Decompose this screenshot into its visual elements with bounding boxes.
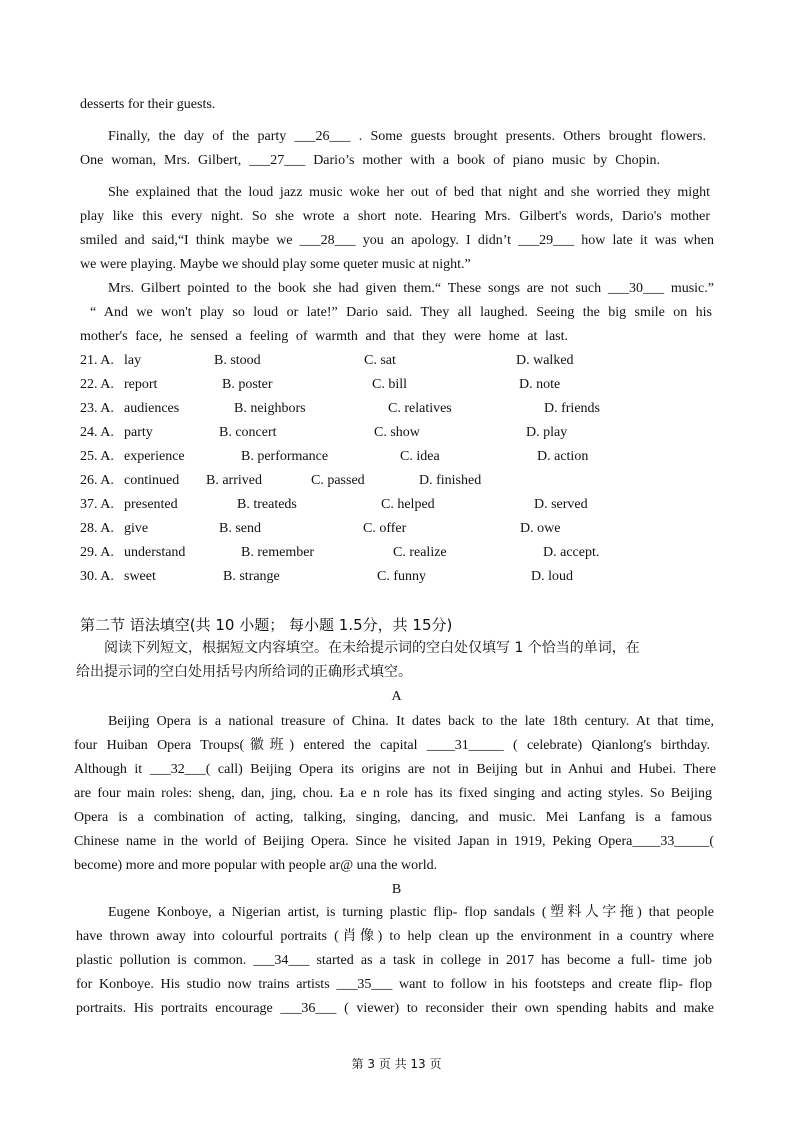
question-option: sweet [124,569,156,584]
question-option: C. idea [400,449,440,464]
question-option: B. concert [219,425,277,440]
question-option: B. poster [222,377,273,392]
question-option: presented [124,497,178,512]
question-option: report [124,377,158,392]
question-option: B. arrived [206,473,262,488]
passage-line: Chinese name in the world of Beijing Opera. Since he visited Japan in 1919, Peking Opera____33_____( [74,834,714,849]
question-option: B. send [219,521,261,536]
question-option: C. relatives [388,401,452,416]
question-number: 26. A. [80,473,114,488]
question-option: D. walked [516,353,574,368]
question-option: D. action [537,449,589,464]
question-option: experience [124,449,185,464]
question-option: continued [124,473,180,488]
question-number: 28. A. [80,521,114,536]
passage-line: four Huiban Opera Troups(徽班) entered the capital ____31_____ ( celebrate) Qianlong's birthday. [74,738,710,753]
question-option: C. offer [363,521,407,536]
passage-line: Opera is a combination of acting, talking, singing, dancing, and music. Mei Lanfang is a famous [74,810,712,825]
question-option: understand [124,545,186,560]
passage-line: Eugene Konboye, a Nigerian artist, is turning plastic flip- flop sandals (塑料人字拖) that people [108,905,714,920]
question-number: 29. A. [80,545,114,560]
passage-line: “ And we won't play so loud or late!” Dario said. They all laughed. Seeing the big smile on his [90,305,712,320]
question-option: C. realize [393,545,447,560]
question-option: C. bill [372,377,408,392]
question-option: D. note [519,377,561,392]
passage-line: for Konboye. His studio now trains artists ___35___ want to follow in his footsteps and create flip- flop [76,977,712,992]
question-number: 23. A. [80,401,114,416]
question-number: 22. A. [80,377,114,392]
question-option: D. friends [544,401,600,416]
question-option: D. play [526,425,568,440]
question-option: B. remember [241,545,315,560]
passage-line: desserts for their guests. [80,97,216,112]
question-option: B. treateds [237,497,297,512]
passage-line: smiled and said,“I think maybe we ___28___ you an apology. I didn’t ___29___ how late it was when [80,233,714,248]
passage-line: Although it ___32___( call) Beijing Opera its origins are not in Beijing but in Anhui and Hubei. There [74,762,716,777]
question-option: D. served [534,497,588,512]
question-option: C. helped [381,497,435,512]
passage-line: play like this every night. So she wrote a short note. Hearing Mrs. Gilbert's words, Dario's mother [80,209,710,224]
passage-line: mother's face, he sensed a feeling of warmth and that they were home at last. [80,329,568,344]
question-number: 37. A. [80,497,114,512]
instruction-line: 阅读下列短文，根据短文内容填空。在未给提示词的空白处仅填写 1 个恰当的单词，在 [104,640,640,656]
passage-line: we were playing. Maybe we should play some queter music at night.” [80,257,471,272]
question-option: D. owe [520,521,561,536]
question-option: B. stood [214,353,261,368]
question-option: give [124,521,149,536]
question-option: B. neighbors [234,401,306,416]
passage-line: are four main roles: sheng, dan, jing, chou. Ła e n role has its fixed singing and acting styles. So Beijing [74,786,712,801]
question-option: audiences [124,401,180,416]
question-option: lay [124,353,142,368]
question-option: C. funny [377,569,426,584]
passage-line: She explained that the loud jazz music woke her out of bed that night and she worried they might [108,185,710,200]
passage-line: Beijing Opera is a national treasure of China. It dates back to the late 18th century. At that time, [108,714,714,729]
question-option: D. accept. [543,545,600,560]
question-option: C. passed [311,473,365,488]
passage-line: become) more and more popular with people ar@ una the world. [74,858,438,873]
question-option: D. loud [531,569,573,584]
question-option: B. performance [241,449,329,464]
question-option: C. show [374,425,420,440]
page-number: 第 3 页 共 13 页 [351,1057,442,1071]
question-number: 21. A. [80,353,114,368]
passage-line: Finally, the day of the party ___26___ . Some guests brought presents. Others brought flowers. [108,129,706,144]
question-option: D. finished [419,473,482,488]
passage-line: One woman, Mrs. Gilbert, ___27___ Dario’s mother with a book of piano music by Chopin. [80,153,660,168]
passage-label-a: A [391,689,402,704]
passage-line: plastic pollution is common. ___34___ started as a task in college in 2017 has become a full- time job [76,953,712,968]
passage-line: Mrs. Gilbert pointed to the book she had given them.“ These songs are not such ___30___ music.” [108,281,714,296]
question-option: C. sat [364,353,396,368]
passage-line: portraits. His portraits encourage ___36___ ( viewer) to reconsider their own spending habits and make [76,1001,714,1016]
instruction-line: 给出提示词的空白处用括号内所给词的正确形式填空。 [76,664,412,680]
section-heading: 第二节 语法填空(共 10 小题； 每小题 1.5分，共 15分) [80,616,453,634]
question-option: party [124,425,153,440]
passage-label-b: B [391,882,402,897]
question-option: B. strange [223,569,280,584]
question-number: 30. A. [80,569,114,584]
question-number: 24. A. [80,425,114,440]
question-number: 25. A. [80,449,114,464]
passage-line: have thrown away into colourful portraits (肖像) to help clean up the environment in a country where [76,929,714,944]
